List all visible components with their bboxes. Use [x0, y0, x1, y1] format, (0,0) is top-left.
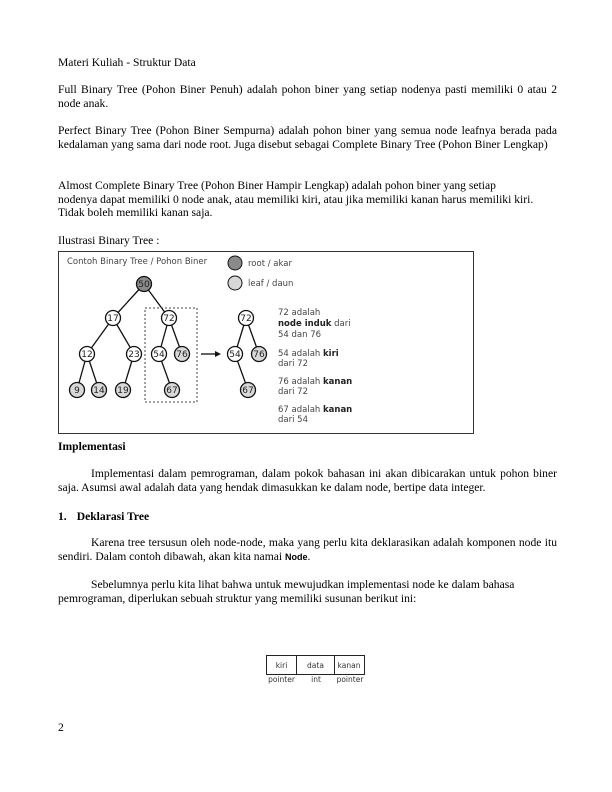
tree-node-label: 17 [107, 314, 119, 325]
struct-type-kiri: pointer [268, 675, 295, 684]
tree-node-label: 54 [229, 350, 241, 361]
section-heading-deklarasi [58, 510, 557, 524]
tree-node-label: 72 [163, 314, 175, 325]
legend-leaf-label: leaf / daun [248, 279, 294, 289]
almost-text: Almost Complete Binary Tree (Pohon Biner Hampir Lengkap) adalah pohon biner yang setiap nodenya dapat memiliki 0 node anak, atau memiliki kiri, atau jika memiliki kanan harus memiliki kiri. [58, 179, 534, 206]
tree-node-label: 19 [117, 386, 129, 397]
struct-cell-kiri: kiri [267, 656, 297, 674]
page-number: 2 [58, 721, 64, 734]
tree-node-label: 54 [153, 350, 165, 361]
struct-cell-data: data [297, 656, 335, 674]
tree-node-label: 67 [166, 386, 178, 397]
struct-cell-kanan: kanan [337, 660, 361, 670]
section-title: Deklarasi Tree [76, 510, 150, 523]
tree-node-label: 76 [253, 350, 265, 361]
note-line: 54 adalah kiri [278, 349, 339, 359]
note-line: 72 adalah [278, 308, 321, 318]
paragraph-deklarasi-2: Sebelumnya perlu kita lihat bahwa untuk mewujudkan implementasi node ke dalam bahasa pemrograman, diperlukan sebuah struktur yang memiliki susunan berikut ini: [58, 578, 515, 605]
paragraph-almost-complete [58, 179, 538, 220]
legend-leaf-icon [228, 276, 242, 290]
illustration-caption: Ilustrasi Binary Tree : [58, 234, 160, 247]
section-number: 1. [58, 510, 67, 523]
note-line: 54 dan 76 [278, 330, 322, 340]
paragraph-deklarasi-1: Karena tree tersusun oleh node-node, maka yang perlu kita deklarasikan adalah komponen node itu sendiri. Dalam contoh dibawah, akan kita namai Node. [58, 536, 557, 563]
tree-node-label: 76 [176, 350, 188, 361]
legend-root-label: root / akar [248, 259, 292, 269]
struct-type-kanan: pointer [336, 675, 364, 684]
struct-type-data: int [311, 675, 321, 684]
code-node: Node [284, 551, 308, 562]
section-heading-implementasi: Implementasi [58, 440, 126, 453]
note-line: node induk dari [278, 319, 351, 329]
tree-node-label: 12 [81, 350, 93, 361]
paragraph-implementasi: Implementasi dalam pemrograman, dalam pokok bahasan ini akan dibicarakan untuk pohon biner saja. Asumsi awal adalah data yang hendak dimasukkan ke dalam node, bertipe data integer. [58, 467, 557, 494]
node-structure-diagram [266, 655, 365, 684]
tree-node-label: 9 [74, 386, 80, 397]
note-line: dari 72 [278, 387, 308, 397]
tree-node-label: 14 [93, 386, 105, 397]
paragraph-full-binary-tree: Full Binary Tree (Pohon Biner Penuh) adalah pohon biner yang setiap nodenya pasti memiliki 0 atau 2 node anak. [58, 83, 557, 110]
tree-node-label: 67 [242, 386, 254, 397]
tree-node-label: 23 [128, 350, 140, 361]
note-line: 67 adalah kanan [278, 405, 353, 415]
page-header: Materi Kuliah - Struktur Data [58, 56, 196, 69]
legend-root-icon [228, 256, 242, 270]
binary-tree-diagram [58, 251, 474, 434]
arrow-icon [215, 351, 221, 357]
diagram-title: Contoh Binary Tree / Pohon Biner [67, 257, 208, 267]
note-line: dari 54 [278, 415, 308, 425]
paragraph-perfect-binary-tree: Perfect Binary Tree (Pohon Biner Sempurna) adalah pohon biner yang semua node leafnya berada pada kedalaman yang sama dari node root. Juga disebut sebagai Complete Binary Tree (Pohon Biner Lengkap) [58, 124, 557, 151]
note-line: 76 adalah kanan [278, 377, 353, 387]
tree-node-label: 72 [240, 314, 252, 325]
note-line: dari 72 [278, 359, 308, 369]
almost-text-2: Tidak boleh memiliki kanan saja. [58, 206, 213, 220]
tree-node-label: 50 [138, 280, 150, 291]
